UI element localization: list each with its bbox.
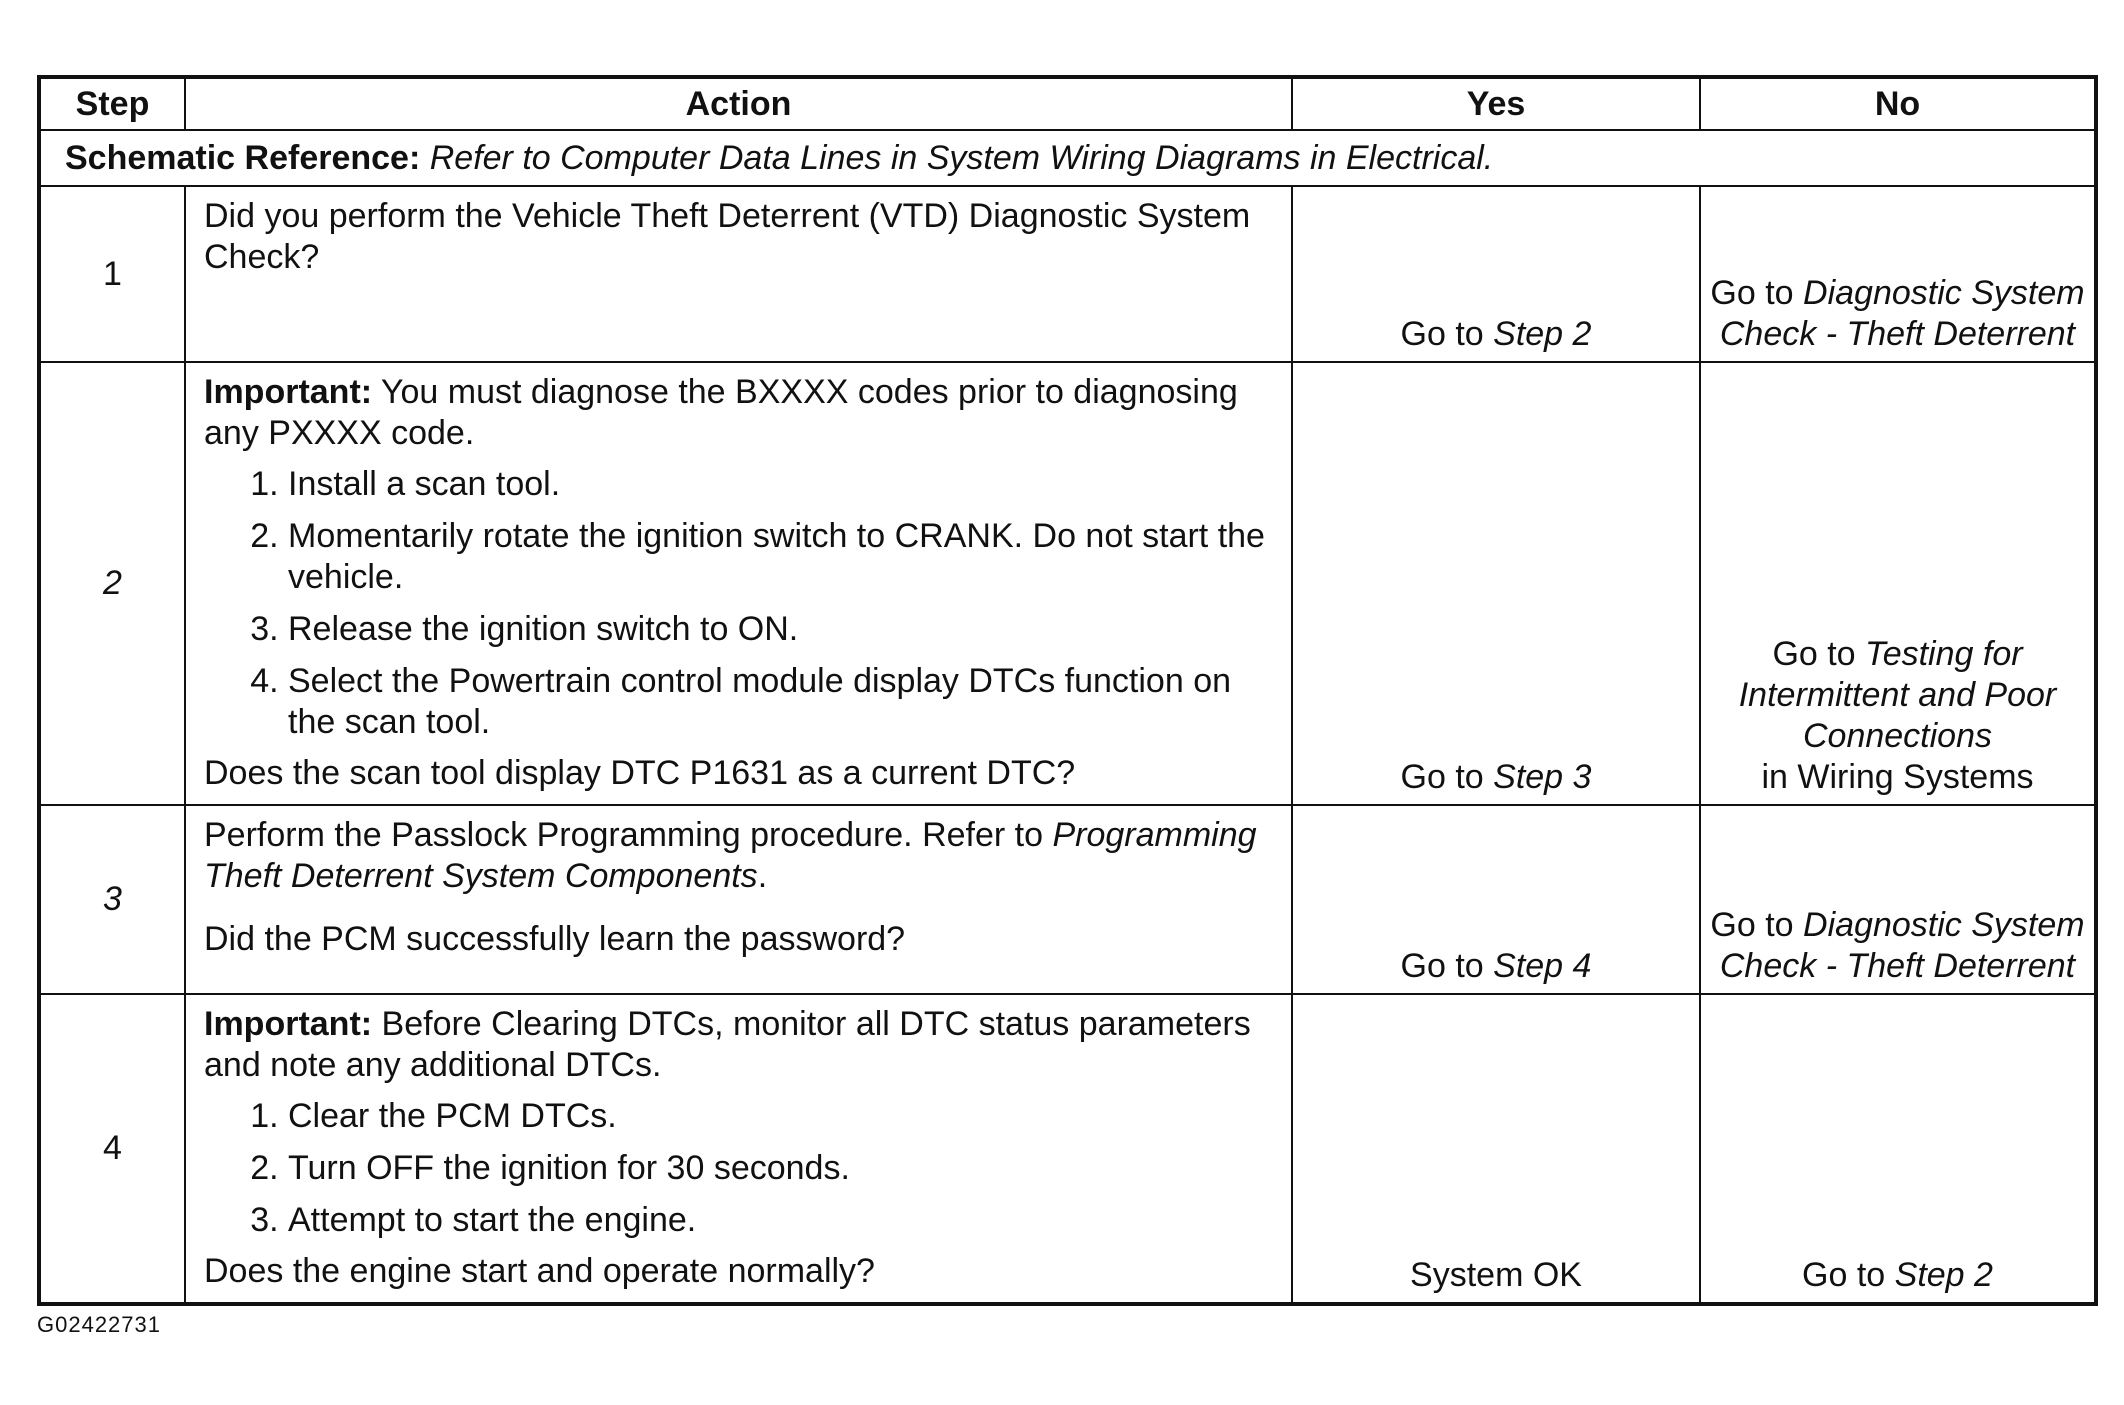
step-number: 3 bbox=[39, 805, 185, 994]
no-cell bbox=[1700, 186, 2096, 362]
no-suffix: in Wiring Systems bbox=[1761, 758, 2034, 796]
yes-step-link[interactable]: Step 3 bbox=[1493, 758, 1592, 796]
no-reference-link[interactable]: Diagnostic System Check - Theft Deterrent bbox=[1719, 906, 2085, 985]
important-label: Important: bbox=[204, 373, 373, 411]
no-prefix: Go to bbox=[1710, 906, 1804, 944]
no-prefix: Go to bbox=[1772, 635, 1866, 673]
table-row bbox=[39, 362, 2096, 805]
no-cell bbox=[1700, 805, 2096, 994]
schematic-reference bbox=[39, 130, 2096, 186]
header-action: Action bbox=[185, 77, 1292, 130]
action-cell bbox=[185, 994, 1292, 1304]
header-yes: Yes bbox=[1292, 77, 1700, 130]
step-number: 4 bbox=[39, 994, 185, 1304]
schematic-reference-row bbox=[39, 130, 2096, 186]
action-text-start: Perform the Passlock Programming procedure. Refer to bbox=[204, 816, 1053, 854]
important-note bbox=[204, 1004, 1273, 1086]
important-label: Important: bbox=[204, 1005, 373, 1043]
no-prefix: Go to bbox=[1710, 274, 1804, 312]
programming-reference-link[interactable]: Programming Theft Deterrent System Components bbox=[204, 816, 1257, 895]
yes-step-link[interactable]: Step 2 bbox=[1493, 315, 1592, 353]
list-item: 3. Attempt to start the engine. bbox=[288, 1200, 1273, 1241]
diagnostic-table bbox=[37, 75, 2098, 1306]
yes-step-link[interactable]: Step 4 bbox=[1493, 947, 1592, 985]
question-text: Does the scan tool display DTC P1631 as a current DTC? bbox=[204, 754, 1076, 792]
important-text: Before Clearing DTCs, monitor all DTC status parameters and note any additional DTCs. bbox=[204, 1005, 1251, 1084]
procedure-list bbox=[204, 1096, 1273, 1241]
list-item: 2. Turn OFF the ignition for 30 seconds. bbox=[288, 1148, 1273, 1189]
question-text: Did the PCM successfully learn the password? bbox=[204, 920, 906, 958]
figure-id: G02422731 bbox=[37, 1312, 161, 1337]
yes-cell bbox=[1292, 805, 1700, 994]
schematic-reference-text: Refer to Computer Data Lines in System Wiring Diagrams in Electrical. bbox=[429, 138, 1494, 177]
no-step-link[interactable]: Step 2 bbox=[1894, 1256, 1993, 1294]
important-text: You must diagnose the BXXXX codes prior to diagnosing any PXXXX code. bbox=[204, 373, 1238, 452]
action-text: Did you perform the Vehicle Theft Deterrent (VTD) Diagnostic System Check? bbox=[204, 197, 1251, 276]
yes-prefix: Go to bbox=[1400, 315, 1494, 353]
yes-cell bbox=[1292, 362, 1700, 805]
list-item: 2. Momentarily rotate the ignition switch to CRANK. Do not start the vehicle. bbox=[288, 516, 1273, 598]
schematic-reference-label: Schematic Reference: bbox=[65, 138, 421, 177]
no-prefix: Go to bbox=[1802, 1256, 1895, 1294]
procedure-list bbox=[204, 464, 1273, 743]
action-cell bbox=[185, 186, 1292, 362]
action-cell bbox=[185, 362, 1292, 805]
step-number: 2 bbox=[39, 362, 185, 805]
header-row bbox=[39, 77, 2096, 130]
action-text-end: . bbox=[757, 857, 768, 895]
table-row bbox=[39, 994, 2096, 1304]
no-reference-link[interactable]: Testing for Intermittent and Poor Connections bbox=[1738, 635, 2057, 755]
list-item: 4. Select the Powertrain control module display DTCs function on the scan tool. bbox=[288, 661, 1273, 743]
header-step: Step bbox=[39, 77, 185, 130]
yes-cell bbox=[1292, 994, 1700, 1304]
list-item: 1. Clear the PCM DTCs. bbox=[288, 1096, 1273, 1137]
table-row bbox=[39, 805, 2096, 994]
question-text: Does the engine start and operate normally? bbox=[204, 1252, 875, 1290]
no-cell bbox=[1700, 362, 2096, 805]
action-cell bbox=[185, 805, 1292, 994]
yes-prefix: Go to bbox=[1400, 947, 1494, 985]
step-number: 1 bbox=[39, 186, 185, 362]
important-note bbox=[204, 372, 1273, 454]
yes-text: System OK bbox=[1410, 1256, 1582, 1294]
no-reference-link[interactable]: Diagnostic System Check - Theft Deterrent bbox=[1719, 274, 2085, 353]
action-text bbox=[204, 815, 1273, 897]
yes-prefix: Go to bbox=[1400, 758, 1494, 796]
yes-cell bbox=[1292, 186, 1700, 362]
list-item: 1. Install a scan tool. bbox=[288, 464, 1273, 505]
table-row bbox=[39, 186, 2096, 362]
list-item: 3. Release the ignition switch to ON. bbox=[288, 609, 1273, 650]
no-cell bbox=[1700, 994, 2096, 1304]
header-no: No bbox=[1700, 77, 2096, 130]
